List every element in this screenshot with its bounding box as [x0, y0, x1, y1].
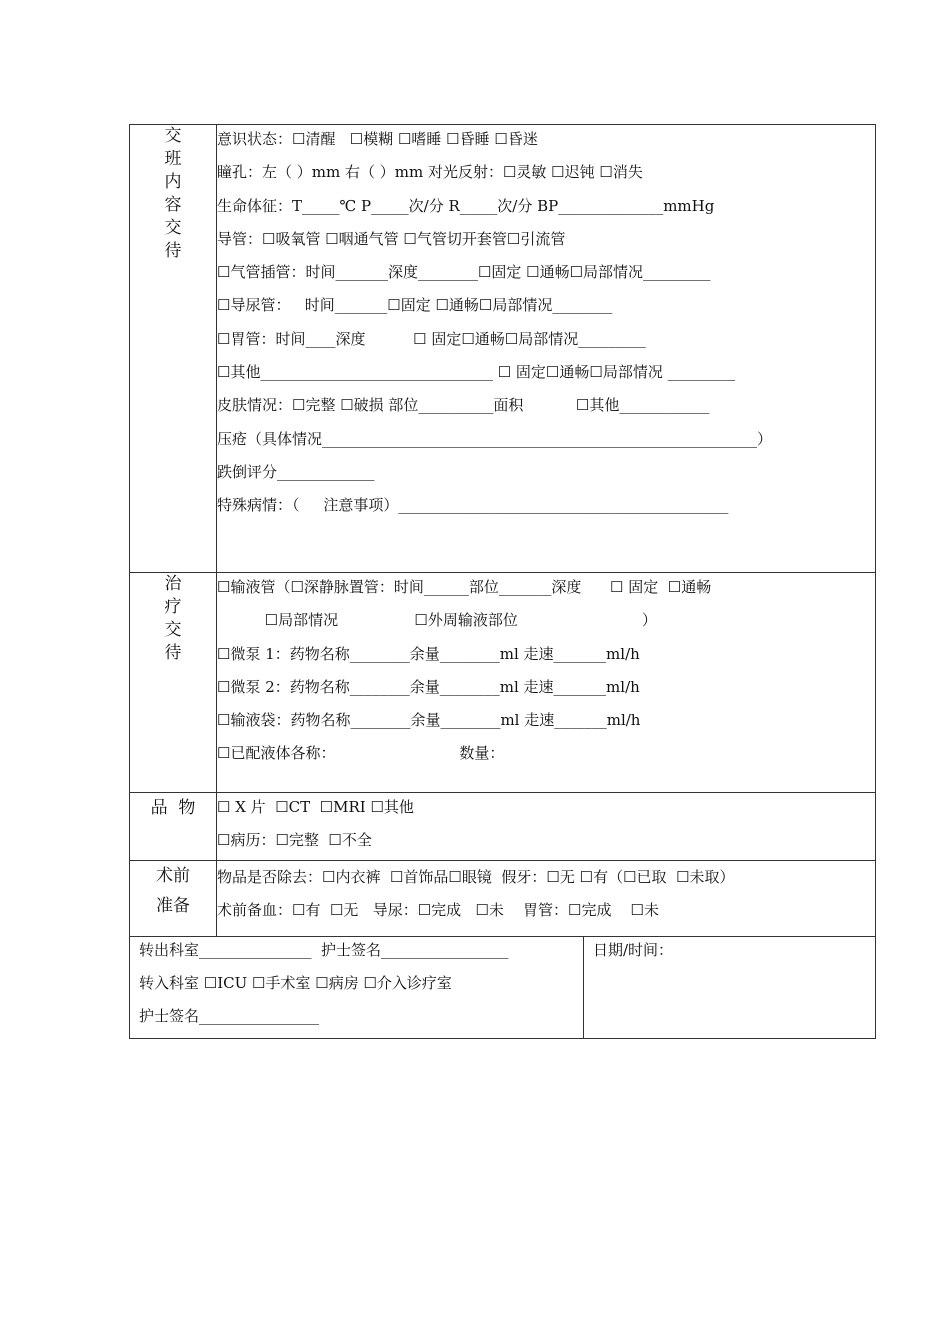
nurse-signature-line[interactable]: 护士签名________________: [139, 1007, 320, 1025]
pressure-sore-line[interactable]: 压疮（具体情况__________________________________________________________）: [217, 429, 773, 448]
handover-form: [129, 124, 876, 1039]
datetime-cell[interactable]: [584, 937, 876, 1038]
prepared-fluid-line[interactable]: ☐已配液体各称： 数量：: [217, 744, 505, 763]
datetime-label: 日期/时间：: [593, 941, 674, 959]
skin-condition-line[interactable]: 皮肤情况：☐完整 ☐破损 部位__________面积 ☐其他____________: [217, 396, 710, 415]
special-condition-line[interactable]: 特殊病情：（ 注意事项）____________________________________________: [217, 496, 729, 515]
gastric-tube-line[interactable]: ☐胃管：时间____深度 ☐ 固定☐通畅☐局部情况_________: [217, 329, 646, 348]
transfer-table: [129, 937, 876, 1039]
preop-label-line1: 术前: [156, 866, 190, 886]
handover-label-text: 交班内容交待: [164, 126, 182, 261]
items-content: [217, 793, 876, 861]
section-label-preop: [130, 861, 217, 937]
transfer-in-line[interactable]: 转入科室 ☐ICU ☐手术室 ☐病房 ☐介入诊疗室: [139, 974, 452, 992]
treatment-content: [217, 573, 876, 793]
preop-blood-line[interactable]: 术前备血：☐有 ☐无 导尿：☐完成 ☐未 胃管：☐完成 ☐未: [217, 901, 659, 920]
preop-label-line2: 准备: [156, 896, 190, 916]
pupil-line[interactable]: 瞳孔：左（ ）mm 右（ ）mm 对光反射：☐灵敏 ☐迟钝 ☐消失: [217, 163, 643, 182]
items-label-text: 品 物: [150, 798, 196, 818]
tracheal-tube-line[interactable]: ☐气管插管：时间_______深度________☐固定 ☐通畅☐局部情况_________: [217, 263, 711, 282]
items-removed-line[interactable]: 物品是否除去：☐内衣裤 ☐首饰品☐眼镜 假牙：☐无 ☐有（☐已取 ☐未取）: [217, 868, 735, 886]
transfer-info: [130, 937, 584, 1038]
vital-signs-line[interactable]: 生命体征：T_____℃ P_____次/分 R_____次/分 BP______________mmHg: [217, 196, 715, 215]
infusion-bag-line[interactable]: ☐输液袋：药物名称________余量________ml 走速_______ml/h: [217, 711, 641, 730]
transfer-out-line[interactable]: 转出科室_______________ 护士签名_________________: [139, 941, 509, 959]
form-table: [129, 124, 876, 937]
medical-record-line[interactable]: ☐病历：☐完整 ☐不全: [217, 831, 372, 850]
consciousness-line[interactable]: 意识状态：☐清醒 ☐模糊 ☐嗜睡 ☐昏睡 ☐昏迷: [217, 130, 538, 148]
urinary-catheter-line[interactable]: ☐导尿管： 时间_______☐固定 ☐通畅☐局部情况________: [217, 296, 613, 315]
section-label-handover: [130, 125, 217, 573]
treatment-label-text: 治疗交待: [164, 574, 182, 663]
section-label-items: [130, 793, 217, 861]
section-label-treatment: [130, 573, 217, 793]
preop-content: [217, 861, 876, 937]
infusion-detail-line[interactable]: ☐局部情况 ☐外周输液部位 ）: [217, 611, 657, 630]
fall-score-line[interactable]: 跌倒评分_____________: [217, 462, 375, 481]
micropump-2-line[interactable]: ☐微泵 2：药物名称________余量________ml 走速_______ml/h: [217, 677, 640, 696]
other-tube-line[interactable]: ☐其他_______________________________ ☐ 固定☐通畅☐局部情况 _________: [217, 363, 736, 382]
imaging-line[interactable]: ☐ X 片 ☐CT ☐MRI ☐其他: [217, 798, 414, 816]
micropump-1-line[interactable]: ☐微泵 1：药物名称________余量________ml 走速_______ml/h: [217, 644, 640, 663]
infusion-line[interactable]: ☐输液管（☐深静脉置管：时间______部位_______深度 ☐ 固定 ☐通畅: [217, 578, 712, 596]
handover-content: [217, 125, 876, 573]
catheter-line[interactable]: 导管：☐吸氧管 ☐咽通气管 ☐气管切开套管☐引流管: [217, 229, 566, 248]
